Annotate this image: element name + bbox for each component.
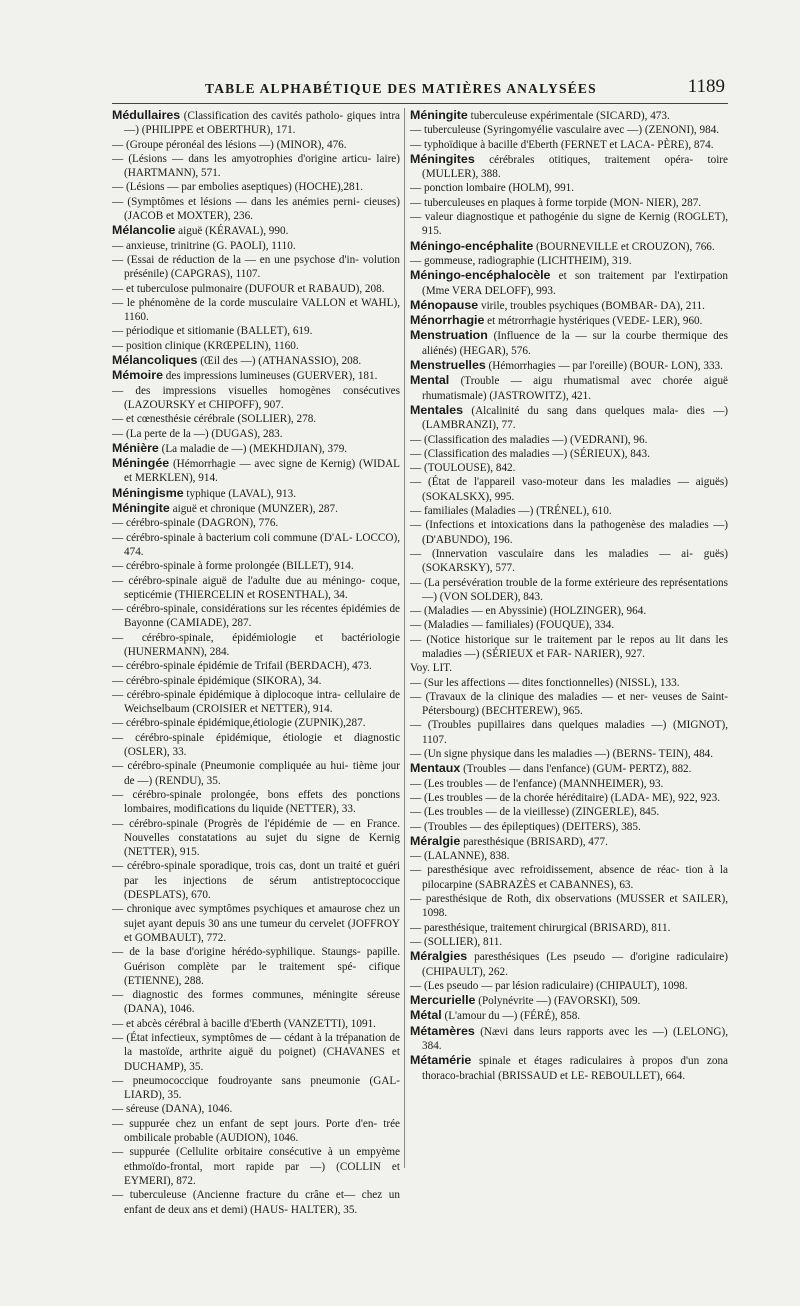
index-entry bbox=[410, 690, 728, 719]
index-entry bbox=[112, 108, 400, 138]
index-entry bbox=[410, 661, 728, 675]
entry-text: — (Notice historique sur le traitement par le repos au lit dans les maladies —) (SÉRIEUX et FAR- NARIER), 927. bbox=[410, 633, 728, 660]
index-entry bbox=[112, 339, 400, 353]
entry-text: — et tuberculose pulmonaire (DUFOUR et RABAUD), 208. bbox=[112, 282, 385, 295]
entry-text: (Alcalinité du sang dans quelques mala- dies —) (LAMBRANZI), 77. bbox=[422, 404, 728, 432]
entry-heading: Médullaires bbox=[112, 108, 181, 122]
entry-text: — paresthésique avec refroidissement, absence de réac- tion à la pilocarpine (SABRAZÈS et CABANNES), 63. bbox=[410, 864, 728, 891]
entry-text: — (Classification des maladies —) (SÉRIEUX), 843. bbox=[410, 447, 650, 460]
index-entry bbox=[410, 1008, 728, 1023]
entry-text: (Hémorrhagies — par l'oreille) (BOUR- LON), 333. bbox=[488, 360, 723, 373]
index-entry bbox=[410, 328, 728, 358]
entry-heading: Méningites bbox=[410, 151, 475, 166]
entry-text: — ponction lombaire (HOLM), 991. bbox=[410, 182, 575, 195]
entry-text: — (Un signe physique dans les maladies —) (BERNS- TEIN), 484. bbox=[410, 748, 714, 761]
index-entry bbox=[112, 180, 400, 194]
entry-text: — périodique et sitiomanie (BALLET), 619. bbox=[112, 325, 313, 338]
index-entry bbox=[112, 138, 400, 152]
entry-text: — (Les troubles — de l'enfance) (MANNHEIMER), 93. bbox=[410, 777, 664, 790]
index-entry bbox=[410, 921, 728, 935]
index-entry bbox=[410, 254, 728, 268]
entry-heading: Ménopause bbox=[410, 297, 479, 312]
index-entry bbox=[112, 817, 400, 860]
entry-heading: Mentaux bbox=[410, 761, 461, 776]
entry-text: — et abcès cérébral à bacille d'Eberth (VANZETTI), 1091. bbox=[112, 1017, 376, 1030]
index-entry bbox=[410, 504, 728, 518]
index-entry bbox=[410, 152, 728, 182]
index-entry bbox=[410, 547, 728, 576]
entry-text: paresthésique (BRISARD), 477. bbox=[463, 835, 608, 848]
entry-text: — (Maladies — familiales) (FOUQUE), 334. bbox=[410, 619, 615, 632]
entry-text: (Hémorrhagie — avec signe de Kernig) (WIDAL et MERKLEN), 914. bbox=[124, 458, 400, 485]
right-column bbox=[410, 108, 728, 1258]
entry-heading: Ménorrhagie bbox=[410, 313, 485, 328]
entry-text: — (Travaux de la clinique des maladies — et ner- veuses de Saint-Pétersbourg) (BECHTEREW), 965. bbox=[410, 690, 728, 718]
entry-text: (Classification des cavités patholo- giques intra —) (PHILIPPE et OBERTHUR), 171. bbox=[124, 110, 400, 137]
index-entry bbox=[410, 604, 728, 618]
entry-text: — suppurée (Cellulite orbitaire consécutive à un empyème ethmoïdo-frontal, mort rapide par —) (COLLIN et EYMERI), 872. bbox=[112, 1146, 400, 1187]
running-header bbox=[200, 76, 725, 102]
index-entry bbox=[112, 902, 400, 945]
entry-text: (Troubles — dans l'enfance) (GUM- PERTZ), 882. bbox=[463, 763, 692, 776]
index-entry bbox=[410, 518, 728, 547]
entry-text: — (Innervation vasculaire dans les maladies — ai- guës) (SOKARSKY), 577. bbox=[410, 547, 728, 575]
entry-heading: Métal bbox=[410, 1008, 442, 1023]
entry-text: — cérébro-spinale épidémie de Trifail (BERDACH), 473. bbox=[112, 660, 372, 673]
entry-text: — gommeuse, radiographie (LICHTHEIM), 319. bbox=[410, 254, 632, 267]
index-entry bbox=[410, 576, 728, 605]
entry-text: — diagnostic des formes communes, méningite séreuse (DANA), 1046. bbox=[112, 989, 400, 1016]
index-entry bbox=[410, 949, 728, 979]
index-entry bbox=[410, 747, 728, 761]
entry-text: — valeur diagnostique et pathogénie du signe de Kernig (ROGLET), 915. bbox=[410, 211, 728, 238]
index-entry bbox=[112, 223, 400, 238]
index-entry bbox=[410, 777, 728, 791]
entry-text: — cérébro-spinale, épidémiologie et bactériologie (HUNERMANN), 284. bbox=[112, 631, 400, 658]
entry-text: (Influence de la — sur la courbe thermique des aliénés) (HEGAR), 576. bbox=[422, 330, 728, 357]
entry-heading: Mentales bbox=[410, 402, 464, 417]
index-entry bbox=[112, 1117, 400, 1146]
index-entry bbox=[112, 988, 400, 1017]
entry-text: et métrorrhagie hystériques (VEDE- LER), 960. bbox=[487, 315, 703, 328]
index-entry bbox=[112, 859, 400, 902]
entry-heading: Méningite bbox=[410, 108, 468, 122]
entry-text: — de la base d'origine hérédo-syphilique. Staungs- papille. Guérison complète par le traitement spé- cifique (ETIENNE), 288. bbox=[112, 946, 400, 987]
entry-text: cérébrales otitiques, traitement opéra- toire (MULLER), 388. bbox=[422, 153, 728, 181]
index-entry bbox=[410, 447, 728, 461]
entry-text: — tuberculeuses en plaques à forme torpide (MON- NIER), 287. bbox=[410, 196, 702, 209]
entry-text: — typhoïdique à bacille d'Eberth (FERNET et LACA- PÈRE), 874. bbox=[410, 138, 714, 151]
entry-text: — (Maladies — en Abyssinie) (HOLZINGER), 964. bbox=[410, 605, 647, 618]
entry-heading: Mercurielle bbox=[410, 993, 476, 1008]
entry-text: — (Troubles pupillaires dans quelques maladies —) (MIGNOT), 1107. bbox=[410, 719, 728, 746]
index-entry bbox=[410, 1053, 728, 1083]
index-entry bbox=[410, 761, 728, 776]
index-entry bbox=[410, 834, 728, 849]
index-entry bbox=[112, 1017, 400, 1031]
index-entry bbox=[112, 516, 400, 530]
entry-text: (BOURNEVILLE et CROUZON), 766. bbox=[536, 240, 715, 253]
entry-text: — cérébro-spinale épidémique,étiologie (ZUPNIK),287. bbox=[112, 717, 366, 730]
header-title: TABLE ALPHABÉTIQUE DES MATIÈRES ANALYSÉES bbox=[205, 81, 597, 96]
entry-text: — (Symptômes et lésions — dans les anémies perni- cieuses) (JACOB et MOXTER), 236. bbox=[112, 195, 400, 223]
index-entry bbox=[112, 253, 400, 282]
entry-heading: Métamères bbox=[410, 1023, 475, 1038]
entry-heading: Méningo-encéphalocèle bbox=[410, 268, 551, 283]
entry-text: — familiales (Maladies —) (TRÉNEL), 610. bbox=[410, 505, 612, 518]
index-entry bbox=[410, 935, 728, 949]
entry-text: (L'amour du —) (FÉRÉ), 858. bbox=[444, 1010, 581, 1023]
index-entry bbox=[410, 676, 728, 690]
entry-text: — tuberculeuse (Syringomyélie vasculaire avec —) (ZENONI), 984. bbox=[410, 124, 720, 137]
left-column bbox=[112, 108, 400, 1258]
entry-text: — paresthésique de Roth, dix observations (MUSSER et SAILER), 1098. bbox=[410, 893, 728, 920]
entry-text: — (La perte de la —) (DUGAS), 283. bbox=[112, 427, 283, 440]
index-entry bbox=[112, 384, 400, 413]
entry-text: — chronique avec symptômes psychiques et amaurose chez un sujet ayant depuis 30 ans une tumeur du cervelet (JOFFROY et GOMBAULT), 772. bbox=[112, 903, 400, 944]
entry-text: — (Classification des maladies —) (VEDRANI), 96. bbox=[410, 433, 648, 446]
index-entry bbox=[112, 674, 400, 688]
entry-text: — (Troubles — des épileptiques) (DEITERS), 385. bbox=[410, 820, 641, 833]
entry-text: — (Les pseudo — par lésion radiculaire) (CHIPAULT), 1098. bbox=[410, 979, 688, 992]
entry-text: — cérébro-spinale à forme prolongée (BILLET), 914. bbox=[112, 560, 354, 573]
entry-text: — (LALANNE), 838. bbox=[410, 850, 510, 863]
entry-text: — (TOULOUSE), 842. bbox=[410, 462, 516, 475]
index-entry bbox=[112, 945, 400, 988]
index-entry bbox=[410, 618, 728, 632]
entry-heading: Méralgie bbox=[410, 833, 461, 848]
index-entry bbox=[410, 298, 728, 313]
entry-heading: Mélancolie bbox=[112, 223, 176, 238]
entry-text: — paresthésique, traitement chirurgical (BRISARD), 811. bbox=[410, 921, 671, 934]
index-entry bbox=[112, 353, 400, 368]
entry-heading: Menstruation bbox=[410, 328, 488, 343]
entry-heading: Méningo-encéphalite bbox=[410, 238, 534, 253]
entry-text: — (Lésions — par embolies aseptiques) (HOCHE),281. bbox=[112, 181, 364, 194]
entry-text: (Trouble — aigu rhumatismal avec chorée aiguë rhumatismale) (JASTROWITZ), 421. bbox=[422, 375, 728, 402]
entry-heading: Menstruelles bbox=[410, 358, 486, 373]
index-entry bbox=[112, 412, 400, 426]
index-entry bbox=[410, 433, 728, 447]
entry-heading: Méningisme bbox=[112, 485, 184, 500]
entry-text: — cérébro-spinale aiguë de l'adulte due au méningo- coque, septicémie (THIERCELIN et ROSENTHAL), 34. bbox=[112, 574, 400, 601]
entry-text: (Nævi dans leurs rapports avec les —) (LELONG), 384. bbox=[422, 1025, 728, 1052]
entry-text: — cérébro-spinale (Pneumonie compliquée au hui- tième jour de —) (RENDU), 35. bbox=[112, 760, 400, 787]
index-entry bbox=[410, 123, 728, 137]
entry-text: — (Essai de réduction de la — en une psychose d'in- volution présénile) (CAPGRAS), 1107. bbox=[112, 253, 400, 281]
entry-heading: Métamérie bbox=[410, 1053, 472, 1068]
index-entry bbox=[410, 181, 728, 195]
index-entry bbox=[410, 373, 728, 403]
entry-text: — (La persévération trouble de la forme extérieure des représentations —) (VON SOLDER), 843. bbox=[410, 576, 728, 603]
index-entry bbox=[112, 716, 400, 730]
entry-text: paresthésiques (Les pseudo — d'origine radiculaire) (CHIPAULT), 262. bbox=[422, 951, 728, 978]
entry-text: — position clinique (KRŒPELIN), 1160. bbox=[112, 339, 299, 352]
index-entry bbox=[112, 731, 400, 760]
entry-text: typhique (LAVAL), 913. bbox=[186, 487, 296, 500]
entry-text: spinale et étages radiculaires à propos d'un zona thoraco-brachial (BRISSAUD et LE- REBOULLET), 664. bbox=[422, 1055, 728, 1082]
index-entry bbox=[112, 788, 400, 817]
entry-heading: Mémoire bbox=[112, 368, 163, 383]
entry-text: — (Sur les affections — dites fonctionnelles) (NISSL), 133. bbox=[410, 676, 680, 689]
header-rule bbox=[112, 103, 728, 104]
page-number: 1189 bbox=[687, 76, 725, 97]
entry-heading: Méningite bbox=[112, 501, 170, 516]
entry-text: — cérébro-spinale (DAGRON), 776. bbox=[112, 517, 279, 530]
index-entry bbox=[112, 368, 400, 383]
entry-heading: Ménière bbox=[112, 440, 159, 455]
index-entry bbox=[410, 979, 728, 993]
index-entry bbox=[112, 239, 400, 253]
index-entry bbox=[112, 759, 400, 788]
index-entry bbox=[410, 791, 728, 805]
entry-text: — (SOLLIER), 811. bbox=[410, 935, 503, 948]
index-entry bbox=[410, 820, 728, 834]
index-entry bbox=[112, 688, 400, 717]
index-entry bbox=[112, 1074, 400, 1103]
index-entry bbox=[410, 633, 728, 662]
index-entry bbox=[112, 659, 400, 673]
index-entry bbox=[410, 718, 728, 747]
entry-text: — cérébro-spinale épidémique, étiologie et diagnostic (OSLER), 33. bbox=[112, 731, 400, 759]
column-divider bbox=[404, 108, 405, 1168]
entry-text: — (Les troubles — de la chorée héréditaire) (LADA- ME), 922, 923. bbox=[410, 791, 721, 804]
index-entry bbox=[112, 296, 400, 325]
index-entry bbox=[410, 849, 728, 863]
entry-text: — (Les troubles — de la vieillesse) (ZINGERLE), 845. bbox=[410, 806, 660, 819]
entry-text: — (Lésions — dans les amyotrophies d'origine articu- laire) (HARTMANN), 571. bbox=[112, 152, 400, 180]
entry-text: — cérébro-spinale sporadique, trois cas, dont un traité et guéri par les injections de sérum antistreptococcique (DESPLATS), 670. bbox=[112, 860, 400, 902]
entry-text: — des impressions visuelles homogènes consécutives (LAZOURSKY et CHIPOFF), 907. bbox=[112, 384, 400, 411]
index-entry bbox=[410, 196, 728, 210]
entry-text: — cérébro-spinale, considérations sur les récentes épidémies de Bayonne (CAMIADE), 287. bbox=[112, 603, 400, 630]
entry-text: — (État infectieux, symptômes de — cédant à la trépanation de la mastoïde, arthrite aiguë du poignet) (CHAVANES et DUCHAMP), 35. bbox=[112, 1032, 400, 1073]
index-entry bbox=[112, 574, 400, 603]
index-entry bbox=[410, 403, 728, 433]
entry-text: Voy. LIT. bbox=[410, 662, 453, 675]
index-entry bbox=[112, 441, 400, 456]
entry-text: aiguë (KÉRAVAL), 990. bbox=[178, 225, 289, 238]
entry-text: — suppurée chez un enfant de sept jours. Porte d'en- trée ombilicale probable (AUDION), 1046. bbox=[112, 1117, 400, 1145]
index-entry bbox=[112, 559, 400, 573]
entry-text: aiguë et chronique (MUNZER), 287. bbox=[172, 503, 338, 516]
entry-text: — (Groupe péronéal des lésions —) (MINOR), 476. bbox=[112, 138, 347, 151]
entry-text: — et cœnesthésie cérébrale (SOLLIER), 278. bbox=[112, 413, 317, 426]
entry-text: — séreuse (DANA), 1046. bbox=[112, 1103, 233, 1116]
index-entry bbox=[112, 456, 400, 486]
index-entry bbox=[410, 892, 728, 921]
index-entry bbox=[410, 268, 728, 298]
entry-text: — cérébro-spinale (Progrès de l'épidémie de — en France. Nouvelles constatations au sujet du signe de Kernig (NETTER), 915. bbox=[112, 817, 400, 859]
index-entry bbox=[410, 210, 728, 239]
entry-text: (La maladie de —) (MEKHDJIAN), 379. bbox=[161, 442, 348, 455]
index-entry bbox=[410, 1024, 728, 1054]
entry-text: — (Infections et intoxications dans la pathogenèse des maladies —) (D'ABUNDO), 196. bbox=[410, 519, 728, 546]
entry-text: — tuberculeuse (Ancienne fracture du crâne et— chez un enfant de deux ans et demi) (HAUS- HALTER), 35. bbox=[112, 1189, 400, 1216]
entry-heading: Mental bbox=[410, 373, 450, 388]
entry-text: — le phénomène de la corde musculaire VALLON et WAHL), 1160. bbox=[112, 296, 400, 324]
index-entry bbox=[410, 475, 728, 504]
index-entry bbox=[410, 138, 728, 152]
index-entry bbox=[112, 486, 400, 501]
entry-text: (Polynévrite —) (FAVORSKI), 509. bbox=[478, 995, 641, 1008]
entry-text: — pneumococcique foudroyante sans pneumonie (GAL- LIARD), 35. bbox=[112, 1074, 400, 1102]
entry-text: — cérébro-spinale épidémique à diplocoque intra- cellulaire de Weichselbaum (CROISIER et NETTER), 914. bbox=[112, 688, 400, 716]
entry-text: des impressions lumineuses (GUERVER), 181. bbox=[165, 370, 378, 383]
entry-text: et son traitement par l'extirpation (Mme VERA DELOFF), 993. bbox=[422, 270, 728, 297]
index-entry bbox=[112, 282, 400, 296]
entry-text: tuberculeuse expérimentale (SICARD), 473. bbox=[470, 110, 670, 122]
index-entry bbox=[112, 602, 400, 631]
index-entry bbox=[410, 239, 728, 254]
entry-heading: Mélancoliques bbox=[112, 353, 198, 368]
index-entry bbox=[112, 531, 400, 560]
index-entry bbox=[112, 1031, 400, 1074]
entry-heading: Méralgies bbox=[410, 949, 468, 964]
index-entry bbox=[410, 358, 728, 373]
index-entry bbox=[112, 1145, 400, 1188]
index-entry bbox=[410, 313, 728, 328]
index-entry bbox=[112, 427, 400, 441]
index-entry bbox=[410, 993, 728, 1008]
index-entry bbox=[112, 631, 400, 660]
entry-text: — cérébro-spinale épidémique (SIKORA), 34. bbox=[112, 674, 322, 687]
index-entry bbox=[410, 805, 728, 819]
entry-text: (Œil des —) (ATHANASSIO), 208. bbox=[200, 355, 362, 368]
entry-heading: Méningée bbox=[112, 456, 170, 471]
entry-text: — (État de l'appareil vaso-moteur dans les maladies — aiguës) (SOKALSKX), 995. bbox=[410, 476, 728, 503]
entry-text: — cérébro-spinale à bacterium coli commune (D'AL- LOCCO), 474. bbox=[112, 531, 400, 558]
index-entry bbox=[112, 324, 400, 338]
index-entry bbox=[112, 501, 400, 516]
index-entry bbox=[410, 863, 728, 892]
entry-text: virile, troubles psychiques (BOMBAR- DA), 211. bbox=[480, 299, 705, 312]
index-entry bbox=[410, 108, 728, 123]
entry-text: — cérébro-spinale prolongée, bons effets des ponctions lombaires, modifications du liquide (NETTER), 33. bbox=[112, 788, 400, 816]
index-entry bbox=[410, 461, 728, 475]
entry-text: — anxieuse, trinitrine (G. PAOLI), 1110. bbox=[112, 239, 296, 252]
index-entry bbox=[112, 152, 400, 181]
index-entry bbox=[112, 1188, 400, 1217]
index-entry bbox=[112, 1102, 400, 1116]
index-entry bbox=[112, 195, 400, 224]
